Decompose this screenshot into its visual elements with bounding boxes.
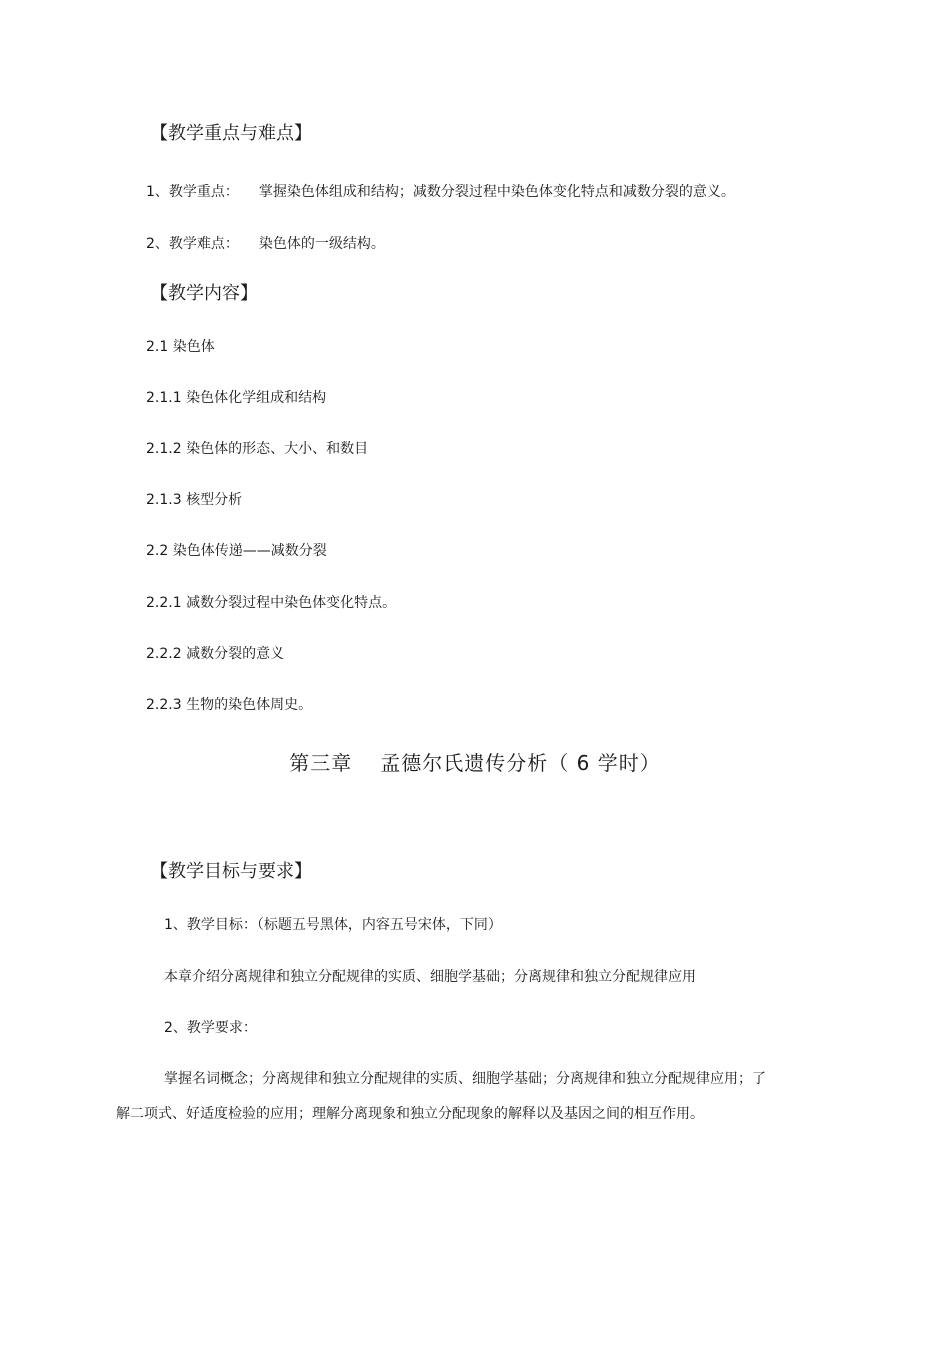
teaching-focus xyxy=(146,182,735,202)
teaching-focus-text: 掌握染色体组成和结构；减数分裂过程中染色体变化特点和减数分裂的意义。 xyxy=(258,184,735,200)
content-item-2-2-3: 2.2.3 生物的染色体周史。 xyxy=(146,697,313,713)
teaching-focus-label: 1、教学重点： xyxy=(146,184,239,200)
content-item-2-2-1: 2.2.1 减数分裂过程中染色体变化特点。 xyxy=(146,595,397,611)
teaching-difficulty-text: 染色体的一级结构。 xyxy=(258,236,385,252)
content-item-2-1: 2.1 染色体 xyxy=(146,339,215,355)
teaching-requirement-label: 2、教学要求： xyxy=(164,1020,257,1036)
chapter-number: 第三章 xyxy=(289,751,353,775)
chapter-title xyxy=(0,750,950,776)
section-heading-content: 【教学内容】 xyxy=(150,283,258,304)
content-item-2-2: 2.2 染色体传递——减数分裂 xyxy=(146,543,327,559)
teaching-goal-text: 本章介绍分离规律和独立分配规律的实质、细胞学基础；分离规律和独立分配规律应用 xyxy=(164,969,696,985)
content-item-2-1-3: 2.1.3 核型分析 xyxy=(146,492,243,508)
teaching-goal-label: 1、教学目标：（标题五号黑体，内容五号宋体，下同） xyxy=(164,917,502,933)
content-item-2-1-1: 2.1.1 染色体化学组成和结构 xyxy=(146,390,327,406)
section-heading-key-points: 【教学重点与难点】 xyxy=(150,123,312,144)
teaching-difficulty-label: 2、教学难点： xyxy=(146,236,239,252)
content-item-2-2-2: 2.2.2 减数分裂的意义 xyxy=(146,646,285,662)
section-heading-goals: 【教学目标与要求】 xyxy=(150,861,312,882)
chapter-name: 孟德尔氏遗传分析（ 6 学时） xyxy=(380,751,661,775)
teaching-difficulty xyxy=(146,234,385,254)
content-item-2-1-2: 2.1.2 染色体的形态、大小、和数目 xyxy=(146,441,369,457)
teaching-requirement-text: 掌握名词概念；分离规律和独立分配规律的实质、细胞学基础；分离规律和独立分配规律应用；了解二项式、好适度检验的应用；理解分离现象和独立分配现象的解释以及基因之间的相互作用。 xyxy=(116,1071,766,1122)
